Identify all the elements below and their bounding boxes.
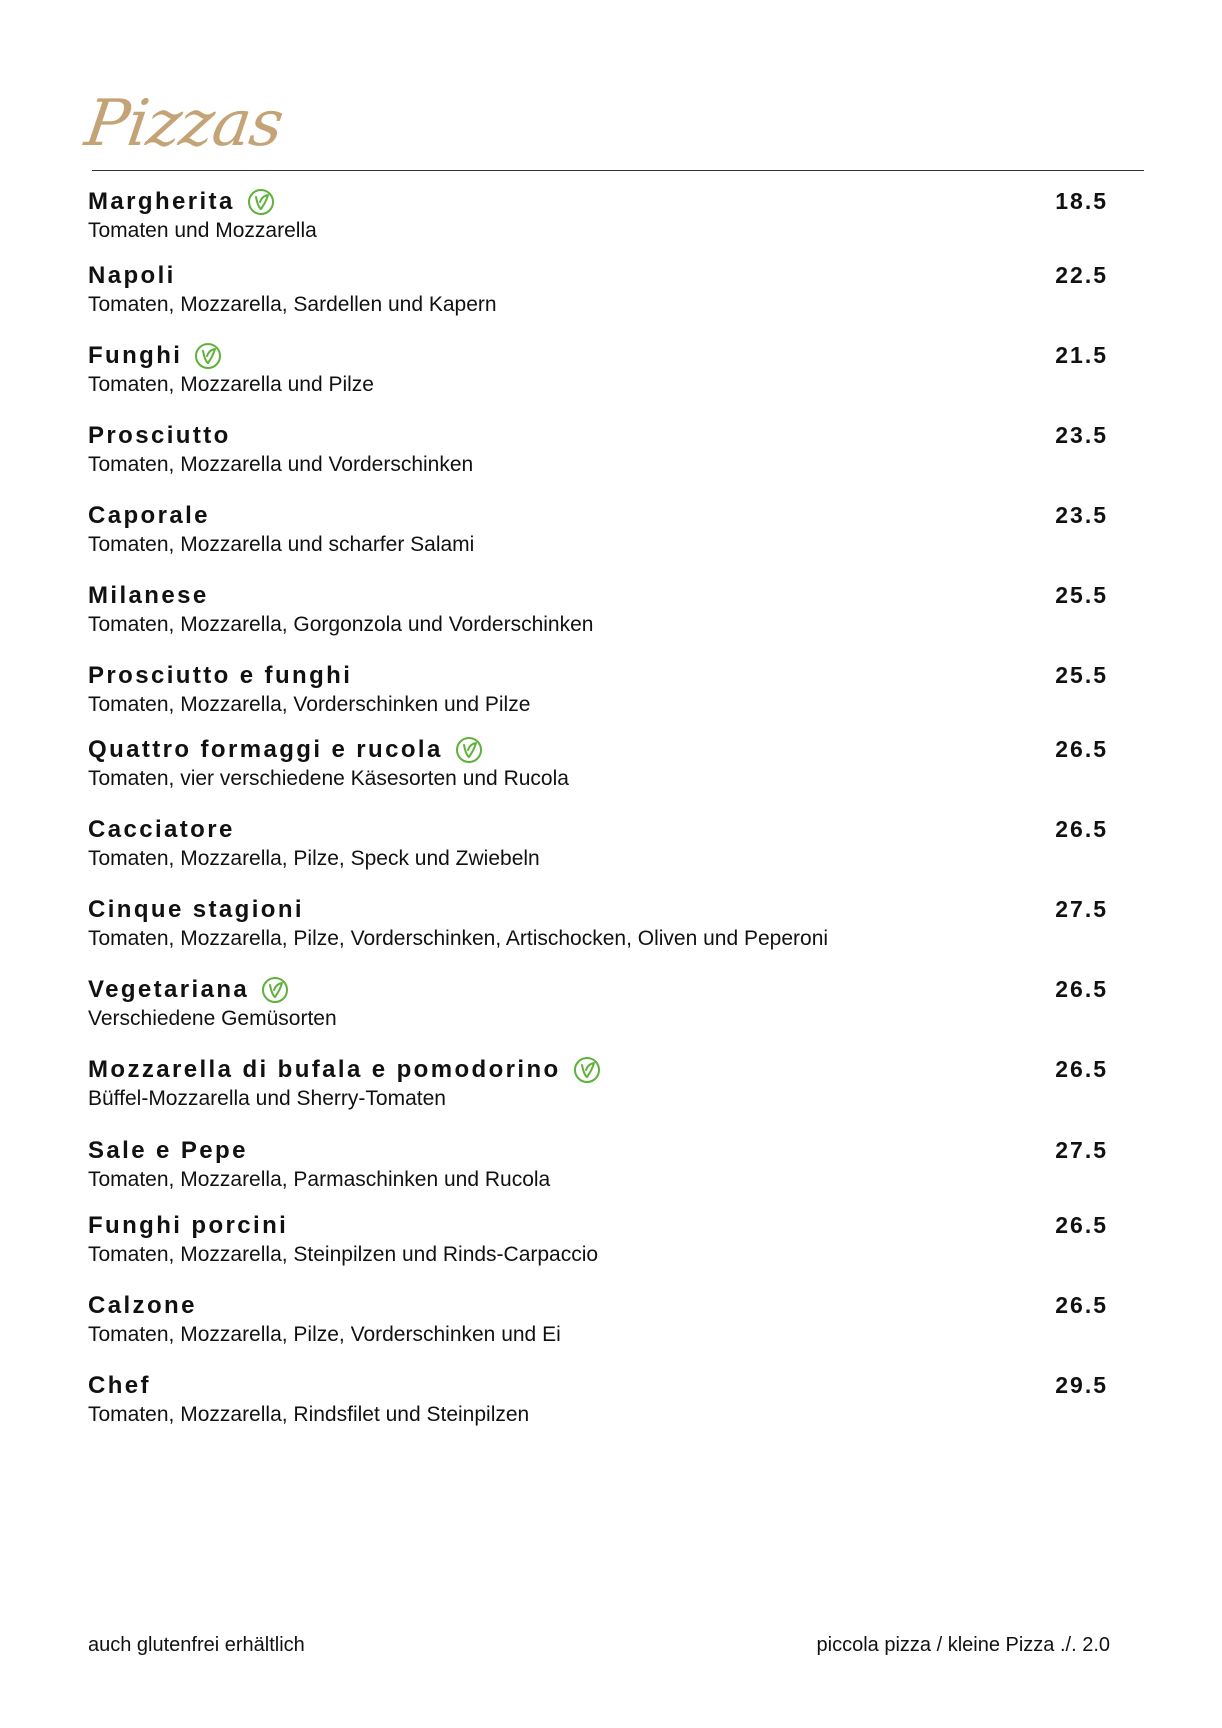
item-name: Calzone	[88, 1292, 197, 1319]
title-divider	[92, 170, 1144, 171]
item-description: Tomaten, Mozzarella, Pilze, Speck und Zwiebeln	[88, 847, 540, 870]
item-header	[88, 974, 1110, 1006]
item-name: Prosciutto	[88, 422, 231, 449]
footer-small-pizza-note: piccola pizza / kleine Pizza ./. 2.0	[816, 1634, 1110, 1656]
item-description: Tomaten, Mozzarella, Pilze, Vorderschinken, Artischocken, Oliven und Peperoni	[88, 927, 829, 950]
item-price: 26.5	[1055, 816, 1108, 842]
item-description: Tomaten, Mozzarella, Sardellen und Kapern	[88, 293, 497, 316]
item-header	[88, 420, 1110, 452]
menu-item	[88, 420, 1110, 484]
item-price: 25.5	[1055, 662, 1108, 688]
item-header	[88, 1210, 1110, 1242]
item-header	[88, 814, 1110, 846]
item-header	[88, 186, 1110, 218]
item-price: 26.5	[1055, 736, 1108, 762]
menu-item	[88, 1054, 1110, 1118]
menu-item	[88, 814, 1110, 878]
menu-item	[88, 1370, 1110, 1434]
vegetarian-leaf-icon	[247, 188, 275, 216]
menu-item	[88, 500, 1110, 564]
item-description: Tomaten, Mozzarella, Vorderschinken und Pilze	[88, 693, 531, 716]
vegetarian-leaf-icon	[194, 342, 222, 370]
item-price: 26.5	[1055, 1292, 1108, 1318]
item-name: Vegetariana	[88, 976, 250, 1003]
item-description: Tomaten, Mozzarella und scharfer Salami	[88, 533, 475, 556]
menu-item	[88, 1135, 1110, 1199]
item-description: Tomaten, Mozzarella und Pilze	[88, 373, 374, 396]
item-price: 29.5	[1055, 1372, 1108, 1398]
item-description: Tomaten, Mozzarella, Parmaschinken und Rucola	[88, 1168, 551, 1191]
item-description: Tomaten, Mozzarella, Pilze, Vorderschinken und Ei	[88, 1323, 561, 1346]
item-name: Funghi	[88, 342, 183, 369]
item-name: Funghi porcini	[88, 1212, 289, 1239]
item-description: Tomaten und Mozzarella	[88, 219, 317, 242]
item-name: Quattro formaggi e rucola	[88, 736, 443, 763]
vegetarian-leaf-icon	[455, 736, 483, 764]
item-header	[88, 500, 1110, 532]
item-description: Tomaten, Mozzarella, Gorgonzola und Vorderschinken	[88, 613, 594, 636]
item-name: Cinque stagioni	[88, 896, 304, 923]
item-name: Napoli	[88, 262, 176, 289]
menu-item	[88, 894, 1110, 958]
item-header	[88, 1135, 1110, 1167]
item-header	[88, 660, 1110, 692]
item-price: 18.5	[1055, 188, 1108, 214]
page-title: Pizzas	[80, 87, 288, 161]
item-header	[88, 734, 1110, 766]
item-name: Margherita	[88, 188, 235, 215]
menu-item	[88, 340, 1110, 404]
menu-item	[88, 1290, 1110, 1354]
item-name: Sale e Pepe	[88, 1137, 248, 1164]
item-description: Tomaten, Mozzarella, Rindsfilet und Steinpilzen	[88, 1403, 530, 1426]
item-price: 21.5	[1055, 342, 1108, 368]
item-price: 27.5	[1055, 1137, 1108, 1163]
item-price: 23.5	[1055, 502, 1108, 528]
item-price: 23.5	[1055, 422, 1108, 448]
menu-item	[88, 580, 1110, 644]
item-name: Prosciutto e funghi	[88, 662, 353, 689]
menu-item	[88, 186, 1110, 250]
item-header	[88, 580, 1110, 612]
item-name: Cacciatore	[88, 816, 235, 843]
item-name: Chef	[88, 1372, 151, 1399]
item-price: 25.5	[1055, 582, 1108, 608]
menu-item	[88, 260, 1110, 324]
item-name: Caporale	[88, 502, 210, 529]
item-header	[88, 1290, 1110, 1322]
item-description: Tomaten, Mozzarella, Steinpilzen und Rinds-Carpaccio	[88, 1243, 599, 1266]
vegetarian-leaf-icon	[261, 976, 289, 1004]
item-name: Mozzarella di bufala e pomodorino	[88, 1056, 561, 1083]
item-price: 26.5	[1055, 1056, 1108, 1082]
item-price: 27.5	[1055, 896, 1108, 922]
item-price: 26.5	[1055, 1212, 1108, 1238]
item-name: Milanese	[88, 582, 209, 609]
item-description: Tomaten, vier verschiedene Käsesorten und Rucola	[88, 767, 569, 790]
menu-item	[88, 1210, 1110, 1274]
item-header	[88, 1370, 1110, 1402]
vegetarian-leaf-icon	[573, 1056, 601, 1084]
item-header	[88, 894, 1110, 926]
item-description: Verschiedene Gemüsorten	[88, 1007, 337, 1030]
item-price: 26.5	[1055, 976, 1108, 1002]
item-description: Büffel-Mozzarella und Sherry-Tomaten	[88, 1087, 446, 1110]
item-price: 22.5	[1055, 262, 1108, 288]
item-header	[88, 340, 1110, 372]
item-header	[88, 1054, 1110, 1086]
footer-gluten-free-note: auch glutenfrei erhältlich	[88, 1634, 305, 1656]
item-header	[88, 260, 1110, 292]
item-description: Tomaten, Mozzarella und Vorderschinken	[88, 453, 474, 476]
menu-item	[88, 734, 1110, 798]
menu-item	[88, 660, 1110, 724]
menu-item	[88, 974, 1110, 1038]
